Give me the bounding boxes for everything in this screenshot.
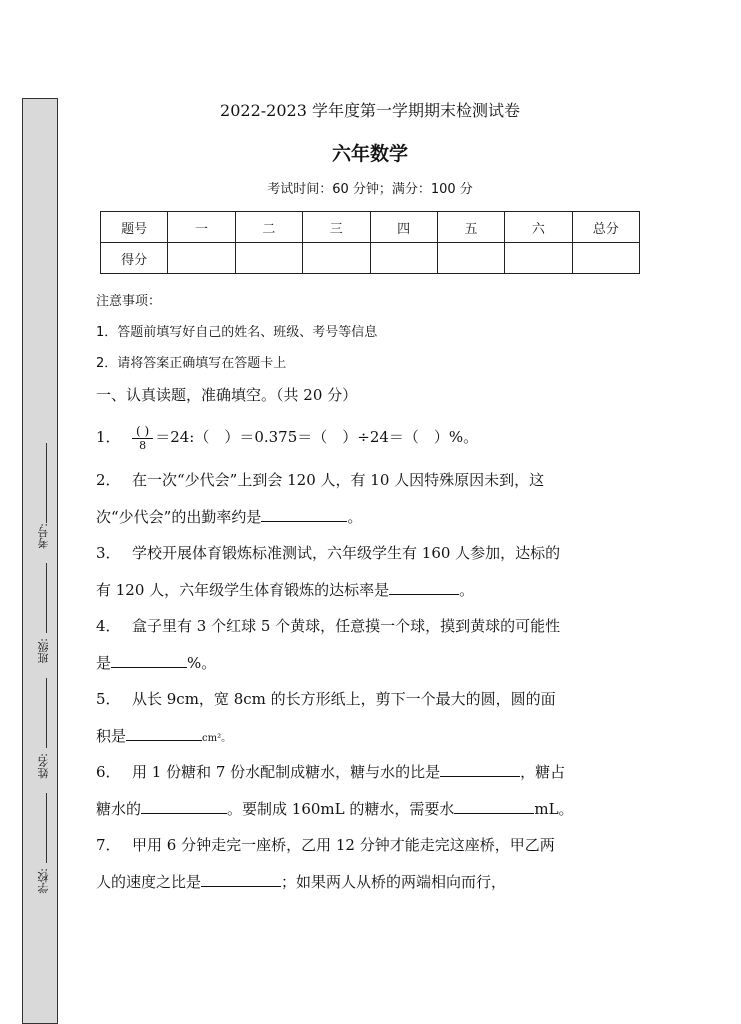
- score-table-score-row: [101, 243, 640, 274]
- question-text: 学校开展体育锻炼标准测试，六年级学生有 160 人参加，达标的: [132, 544, 561, 562]
- answer-blank[interactable]: [126, 724, 202, 741]
- unit-label: cm²。: [202, 733, 232, 744]
- class-underline: [46, 563, 47, 633]
- section-heading: 一、认真读题，准确填空。（共 20 分）: [96, 386, 358, 404]
- question-6: [96, 754, 648, 828]
- question-1: [96, 419, 648, 456]
- label-name: 姓名:: [37, 753, 50, 779]
- score-cell: 五: [437, 212, 504, 243]
- label-student-id: 考号:: [37, 523, 50, 549]
- score-input-cell[interactable]: [303, 243, 370, 274]
- score-input-cell[interactable]: [572, 243, 639, 274]
- question-text: 有 120 人，六年级学生体育锻炼的达标率是: [96, 581, 390, 599]
- question-number: 1．: [96, 428, 121, 446]
- question-3: [96, 535, 648, 609]
- question-number: 4．: [96, 617, 121, 635]
- question-text: %。: [187, 654, 217, 672]
- question-number: 7．: [96, 836, 121, 854]
- note-item: 1．答题前填写好自己的姓名、班级、考号等信息: [96, 325, 378, 340]
- question-text: 积是: [96, 727, 127, 745]
- id-underline: [46, 443, 47, 523]
- label-school: 学校:: [37, 868, 50, 894]
- question-text: mL。: [534, 800, 574, 818]
- fraction-numerator[interactable]: ( ): [132, 424, 153, 439]
- question-text: ＝24:（ ）＝0.375＝（ ）÷24＝（ ）%。: [155, 428, 479, 446]
- score-cell: 题号: [101, 212, 168, 243]
- question-7: [96, 827, 648, 901]
- score-cell: 一: [168, 212, 235, 243]
- score-table-header-row: [101, 212, 640, 243]
- answer-blank[interactable]: [201, 870, 281, 887]
- question-text: 次“少代会”的出勤率约是: [96, 508, 262, 526]
- question-text: 人的速度之比是: [96, 873, 202, 891]
- score-cell: 六: [505, 212, 572, 243]
- school-underline: [46, 793, 47, 863]
- question-2: [96, 462, 648, 536]
- question-number: 3．: [96, 544, 121, 562]
- question-text: 甲用 6 分钟走完一座桥，乙用 12 分钟才能走完这座桥，甲乙两: [132, 836, 555, 854]
- question-number: 5．: [96, 690, 121, 708]
- exam-title: 2022-2023 学年度第一学期期末检测试卷: [220, 101, 520, 120]
- note-item: 2．请将答案正确填写在答题卡上: [96, 356, 287, 371]
- question-4: [96, 608, 648, 682]
- question-number: 2．: [96, 471, 121, 489]
- exam-info: 考试时间：60 分钟；满分：100 分: [267, 182, 473, 197]
- score-table: [100, 211, 640, 274]
- fraction-denominator: 8: [139, 438, 147, 452]
- question-text: ，糖占: [520, 763, 566, 781]
- question-text: 是: [96, 654, 112, 672]
- score-cell: 二: [235, 212, 302, 243]
- score-input-cell[interactable]: [505, 243, 572, 274]
- question-text: 。要制成 160mL 的糖水，需要水: [227, 800, 455, 818]
- answer-blank[interactable]: [141, 797, 227, 814]
- fraction: [132, 424, 153, 453]
- score-row-label: 得分: [101, 243, 168, 274]
- answer-blank[interactable]: [440, 760, 520, 777]
- answer-blank[interactable]: [389, 578, 459, 595]
- score-cell: 四: [370, 212, 437, 243]
- score-input-cell[interactable]: [168, 243, 235, 274]
- answer-blank[interactable]: [454, 797, 534, 814]
- score-input-cell[interactable]: [437, 243, 504, 274]
- student-info-strip: [36, 98, 56, 1024]
- question-number: 6．: [96, 763, 121, 781]
- answer-blank[interactable]: [261, 505, 347, 522]
- question-5: [96, 681, 648, 757]
- question-text: 糖水的: [96, 800, 142, 818]
- answer-blank[interactable]: [111, 651, 187, 668]
- question-text: 在一次“少代会”上到会 120 人，有 10 人因特殊原因未到，这: [132, 471, 545, 489]
- question-text: 。: [459, 581, 475, 599]
- notes-heading: 注意事项：: [96, 294, 162, 309]
- score-input-cell[interactable]: [235, 243, 302, 274]
- score-cell: 三: [303, 212, 370, 243]
- subject-title: 六年数学: [331, 143, 408, 165]
- question-text: 。: [347, 508, 363, 526]
- score-cell: 总分: [572, 212, 639, 243]
- label-class: 班级:: [37, 638, 50, 664]
- question-text: 盒子里有 3 个红球 5 个黄球，任意摸一个球，摸到黄球的可能性: [132, 617, 561, 635]
- name-underline: [46, 678, 47, 748]
- score-input-cell[interactable]: [370, 243, 437, 274]
- question-text: 从长 9cm，宽 8cm 的长方形纸上，剪下一个最大的圆，圆的面: [132, 690, 556, 708]
- question-text: 用 1 份糖和 7 份水配制成糖水，糖与水的比是: [132, 763, 441, 781]
- question-text: ；如果两人从桥的两端相向而行，: [281, 873, 507, 891]
